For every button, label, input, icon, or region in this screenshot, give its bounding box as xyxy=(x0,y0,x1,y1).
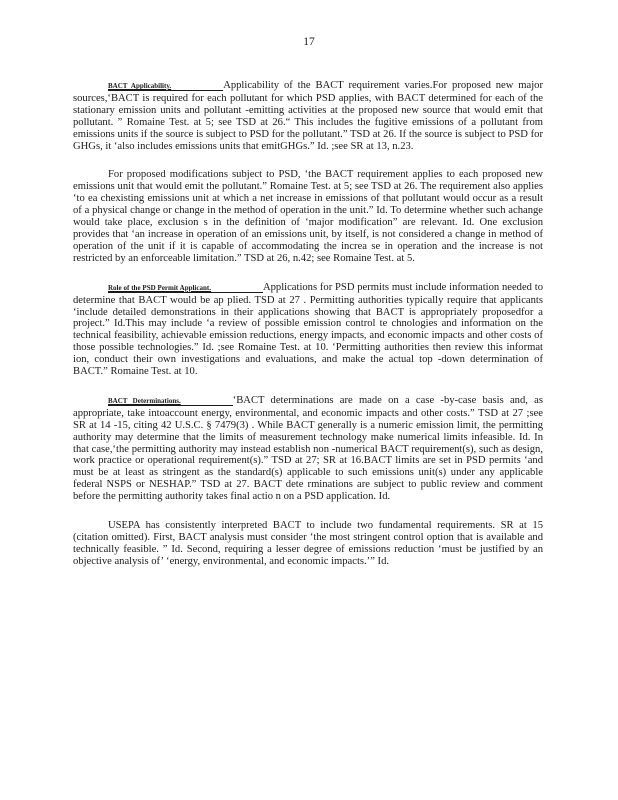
paragraph-role-of-applicant xyxy=(73,282,543,378)
paragraph-usepa-interpretation xyxy=(73,520,543,568)
paragraph-text: Applicability of the BACT requirement varies.For proposed new major sources,‘BACT is required for each pollutant for which PSD applies, with BACT determined for each of the stationary emission units and pollutant -emitting activities at the proposed new source that would emit that pollutant. ” Romaine Test. at 5; see TSD at 26.“ This includes the fugitive emissions of a pollutant from emissions units if the source is subject to PSD for the pollutant.” TSD at 26. If the source is subject to PSD for GHGs, it ‘also includes emissions units that emitGHGs.” Id. ;see SR at 13, n.23. xyxy=(73,80,544,152)
section-heading-role-of-applicant: Role of the PSD Permit Applicant. xyxy=(108,284,263,293)
paragraph-text: USEPA has consistently interpreted BACT to include two fundamental requirements. SR at 15 (citation omitted). First, BACT analysis must consider ‘the most stringent control option that is available and technically feasible. ” Id. Second, requiring a lesser degree of emissions reduction ‘must be justified by an objective analysis of’ ‘energy, environmental, and economic impacts.’” Id. xyxy=(73,520,543,567)
page-number: 17 xyxy=(303,36,315,48)
paragraph-bact-applicability xyxy=(73,80,543,152)
paragraph-bact-determinations xyxy=(73,395,543,503)
paragraph-proposed-modifications xyxy=(73,169,543,264)
paragraph-text: Applications for PSD permits must include information needed to determine that BACT would be ap plied. TSD at 27 . Permitting authorities typically require that applicants ‘include detailed demonstrations in their applications showing that BACT is appropriately proposedfor a project.” Id.This may include ‘a review of possible emission control te chnologies and information on the technical feasibility, achievable emission reductions, energy impacts, and economic impacts and other costs of those possible technologies.” Id. ;see Romaine Test. at 10. ‘Permitting authorities then review this informat ion, conduct their own investigations and evaluations, and make the actual top -down determination of BACT.” Romaine Test. at 10. xyxy=(73,281,543,378)
section-heading-bact-applicability: BACT Applicability. xyxy=(108,82,223,91)
paragraph-text: For proposed modifications subject to PSD, ‘the BACT requirement applies to each proposed new emissions unit that would emit the pollutant.” Romaine Test. at 5; see TSD at 26. The requirement also applies ‘to ea chexisting emissions unit at which a net increase in emissions of that pollutant would occur as a result of a physical change or change in the method of operation in the unit.” Id. To determine whether such achange would take place, exclusion s in the definition of ‘major modification” are relevant. Id. One exclusion provides that ‘an increase in operation of an emissions unit, by itself, is not considered a change in method of operation of the unit if it is capable of accommodating the increa se in operation and the increase is not restricted by an enforceable limitation.” TSD at 26, n.42; see Romaine Test. at 5. xyxy=(73,169,543,264)
section-heading-bact-determinations: BACT Determinations. xyxy=(108,397,233,406)
paragraph-text: ‘BACT determinations are made on a case -by-case basis and, as appropriate, take intoaccount energy, environmental, and economic impacts and other costs.” TSD at 27 ;see SR at 14 -15, citing 42 U.S.C. § 7479(3) . While BACT generally is a numeric emission limit, the permitting authority may determine that the limits of measurement technology make numerical limits infeasible. Id. In that case,‘the permitting authority may instead establish non -numerical BACT requirement(s), such as design, work practice or operational requirement(s).” TSD at 27; SR at 16.BACT limits are set in PSD permits ‘and must be at least as stringent as the standard(s) applicable to such emissions unit(s) under any applicable federal NSPS or NESHAP.” TSD at 27. BACT dete rminations are subject to public review and comment before the permitting authority takes final actio n on a PSD application. Id. xyxy=(73,394,544,503)
document-body xyxy=(73,80,543,585)
